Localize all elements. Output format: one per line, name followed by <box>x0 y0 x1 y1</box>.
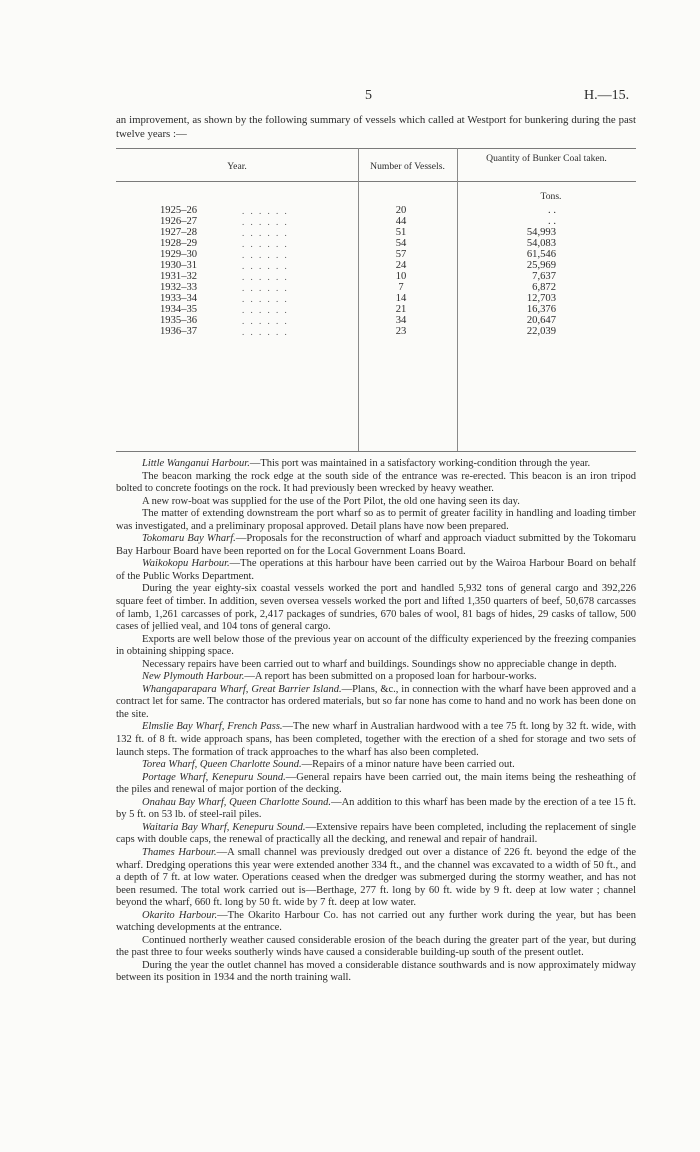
leader-dots: . . . . . . <box>242 228 289 238</box>
table-row <box>116 250 636 260</box>
section-heading: Elmslie Bay Wharf, French Pass. <box>142 721 283 733</box>
year-cell: 1928–29 <box>160 238 198 249</box>
paragraph-text: —A report has been submitted on a proposed loan for harbour-works. <box>244 671 537 683</box>
section-heading: Waitaria Bay Wharf, Kenepuru Sound. <box>142 821 306 833</box>
coal-cell: 7,637 <box>532 271 556 282</box>
table-row <box>116 283 636 293</box>
coal-cell: 6,872 <box>532 282 556 293</box>
header-vessels: Number of Vessels. <box>370 161 445 172</box>
section-heading: Tokomaru Bay Wharf. <box>142 533 236 545</box>
document-reference: H.—15. <box>584 88 630 103</box>
table-row <box>116 272 636 282</box>
paragraph <box>116 847 636 910</box>
paragraph-text: —The new wharf in Australian hardwood with a tee 75 ft. long by 32 ft. wide, with 132 ft. of 8 ft. wide approach spans, has been completed, together with the erection of a shed for storage and two sets of launch steps. The formation of track approaches to the wharf has also been completed. <box>116 721 636 758</box>
vessels-cell: 54 <box>395 238 407 249</box>
paragraph: Continued northerly weather caused considerable erosion of the beach during the greater part of the year, but during the past three to four weeks southerly winds have caused a considerable building-up south of the present outlet. <box>116 934 636 959</box>
vessels-cell: 24 <box>395 260 407 271</box>
section-heading: New Plymouth Harbour. <box>142 671 245 683</box>
vessels-cell: 14 <box>395 293 407 304</box>
year-cell: 1930–31 <box>160 260 198 271</box>
paragraph <box>116 721 636 759</box>
vessels-cell: 7 <box>398 282 404 293</box>
year-cell: 1929–30 <box>160 249 198 260</box>
paragraph <box>116 458 636 471</box>
year-cell: 1933–34 <box>160 293 198 304</box>
coal-cell: 20,647 <box>526 315 556 326</box>
section-heading: Onahau Bay Wharf, Queen Charlotte Sound. <box>142 796 332 808</box>
coal-cell: 16,376 <box>526 304 556 315</box>
vessels-cell: 51 <box>395 227 407 238</box>
leader-dots: . . . . . . <box>242 239 289 249</box>
year-cell: 1925–26 <box>160 205 198 216</box>
paragraph <box>116 822 636 847</box>
vessels-cell: 23 <box>395 326 407 337</box>
paragraph: Necessary repairs have been carried out to wharf and buildings. Soundings show no appreciable change in depth. <box>142 658 617 670</box>
table-row <box>116 217 636 227</box>
paragraph: During the year eighty-six coastal vessels worked the port and handled 5,932 tons of general cargo and 392,226 square feet of timber. In addition, seven oversea vessels worked the port and lifted 1,350 quarters of beef, 50,678 carcasses of lamb, 1,261 carcasses of pork, 2,417 packages of sundries, 670 bales of wool, 81 bags of hides, 29 casks of tallow, 500 cases of jellied veal, and 104 tons of general cargo. <box>116 583 636 633</box>
coal-cell: 54,083 <box>526 238 556 249</box>
paragraph: Exports are well below those of the previous year on account of the difficulty experienced by the freezing companies in obtaining shipping space. <box>116 633 636 658</box>
table-row <box>116 239 636 249</box>
intro-paragraph: an improvement, as shown by the following summary of vessels which called at Westport for bunkering during the past twelve years :— <box>116 114 636 140</box>
vessels-cell: 21 <box>395 304 407 315</box>
paragraph-text: —Extensive repairs have been completed, including the replacement of single caps with double caps, the renewal of practically all the decking, and renewal and repair of handrail. <box>116 821 636 846</box>
paragraph-text: —General repairs have been carried out, the main items being the resheathing of the piles and renewal of major portion of the decking. <box>116 771 636 796</box>
paragraph-text: —This port was maintained in a satisfactory working-condition through the year. <box>249 458 591 469</box>
header-coal: Quantity of Bunker Coal taken. <box>486 153 607 164</box>
coal-cell: 25,969 <box>526 260 556 271</box>
coal-cell: . . <box>548 205 556 216</box>
vessels-cell: 10 <box>395 271 407 282</box>
table-row <box>116 228 636 238</box>
paragraph <box>116 558 636 583</box>
leader-dots: . . . . . . <box>242 272 289 282</box>
paragraph <box>116 671 636 684</box>
header-year: Year. <box>227 161 247 172</box>
section-heading: Torea Wharf, Queen Charlotte Sound. <box>142 759 302 771</box>
paragraph: A new row-boat was supplied for the use of the Port Pilot, the old one having seen its day. <box>142 495 520 507</box>
page-number: 5 <box>365 88 372 103</box>
leader-dots: . . . . . . <box>242 283 289 293</box>
vessels-cell: 57 <box>395 249 407 260</box>
paragraph <box>116 759 636 772</box>
year-cell: 1934–35 <box>160 304 198 315</box>
leader-dots: . . . . . . <box>242 316 289 326</box>
table-row <box>116 294 636 304</box>
paragraph <box>116 910 636 935</box>
paragraph: The matter of extending downstream the port wharf so as to permit of greater facility in handling and loading timber was investigated, and a preliminary proposal approved. Detail plans have now been prepared. <box>116 508 636 532</box>
table-row <box>116 305 636 315</box>
section-heading: Little Wanganui Harbour. <box>142 458 250 469</box>
paragraph: During the year the outlet channel has moved a considerable distance southwards and is now approximately midway between its position in 1934 and the north training wall. <box>116 959 636 984</box>
paragraph-text: —The operations at this harbour have been carried out by the Wairoa Harbour Board on behalf of the Public Works Department. <box>116 558 636 582</box>
coal-cell: 12,703 <box>526 293 556 304</box>
leader-dots: . . . . . . <box>242 217 289 227</box>
vessels-cell: 44 <box>395 216 407 227</box>
table-top-rule <box>116 148 636 149</box>
paragraph-text: —The Okarito Harbour Co. has not carried out any further work during the year, but has been watching developments at the entrance. <box>116 909 636 934</box>
vessels-cell: 20 <box>395 205 407 216</box>
section-heading: Thames Harbour. <box>142 846 217 858</box>
paragraph-text: —An addition to this wharf has been made by the erection of a tee 15 ft. by 5 ft. on 53 lb. of steel-rail piles. <box>116 796 636 821</box>
table-row <box>116 327 636 337</box>
coal-cell: 22,039 <box>526 326 556 337</box>
paragraph <box>116 533 636 558</box>
section-heading: Portage Wharf, Kenepuru Sound. <box>142 771 286 783</box>
paragraph: The beacon marking the rock edge at the south side of the entrance was re-erected. This beacon is an iron tripod bolted to concrete footings on the rock. It had previously been wrecked by heavy weather. <box>116 470 636 495</box>
section-heading: Whangaparapara Wharf, Great Barrier Island. <box>142 683 342 695</box>
year-cell: 1932–33 <box>160 282 198 293</box>
paragraph-text: —Repairs of a minor nature have been carried out. <box>301 759 515 771</box>
paragraph-text: —Plans, &c., in connection with the wharf have been approved and a contract let for same. The contractor has ordered materials, but so far none has come to hand and no work has been done on the site. <box>116 683 637 720</box>
leader-dots: . . . . . . <box>242 305 289 315</box>
bunkering-table <box>116 148 636 453</box>
year-cell: 1927–28 <box>160 227 198 238</box>
table-row <box>116 261 636 271</box>
section-heading: Okarito Harbour. <box>142 909 218 921</box>
coal-cell: 61,546 <box>526 249 556 260</box>
table-row <box>116 316 636 326</box>
units-label: Tons. <box>540 191 562 202</box>
coal-cell: . . <box>548 216 556 227</box>
table-row <box>116 206 636 216</box>
year-cell: 1935–36 <box>160 315 198 326</box>
leader-dots: . . . . . . <box>242 250 289 260</box>
year-cell: 1936–37 <box>160 326 198 337</box>
leader-dots: . . . . . . <box>242 261 289 271</box>
paragraph <box>116 684 636 722</box>
leader-dots: . . . . . . <box>242 206 289 216</box>
leader-dots: . . . . . . <box>242 327 289 337</box>
paragraph-text: —Proposals for the reconstruction of wharf and approach viaduct submitted by the Tokomaru Bay Harbour Board have been reported on for the Local Government Loans Board. <box>116 533 637 557</box>
vessels-cell: 34 <box>395 315 407 326</box>
paragraph <box>116 772 636 797</box>
table-bottom-rule <box>116 451 636 452</box>
year-cell: 1931–32 <box>160 271 198 282</box>
paragraph <box>116 797 636 822</box>
section-heading: Waikokopu Harbour. <box>142 558 230 570</box>
year-cell: 1926–27 <box>160 216 198 227</box>
leader-dots: . . . . . . <box>242 294 289 304</box>
table-header-rule <box>116 181 636 182</box>
paragraph-text: —A small channel was previously dredged out over a distance of 226 ft. beyond the edge of the wharf. Dredging operations this year were extended another 334 ft., and the channel was excavated to a width of 50 ft., and a depth of 7 ft. at low water. Operations ceased when the dredger was submerged during the stormy weather, and has not been resumed. The total work carried out is—Berthage, 277 ft. long by 60 ft. wide by 9 ft. deep at low water ; channel beyond the wharf, 660 ft. long by 50 ft. wide by 7 ft. deep at low water. <box>116 846 637 909</box>
report-body <box>116 458 636 985</box>
coal-cell: 54,993 <box>526 227 556 238</box>
